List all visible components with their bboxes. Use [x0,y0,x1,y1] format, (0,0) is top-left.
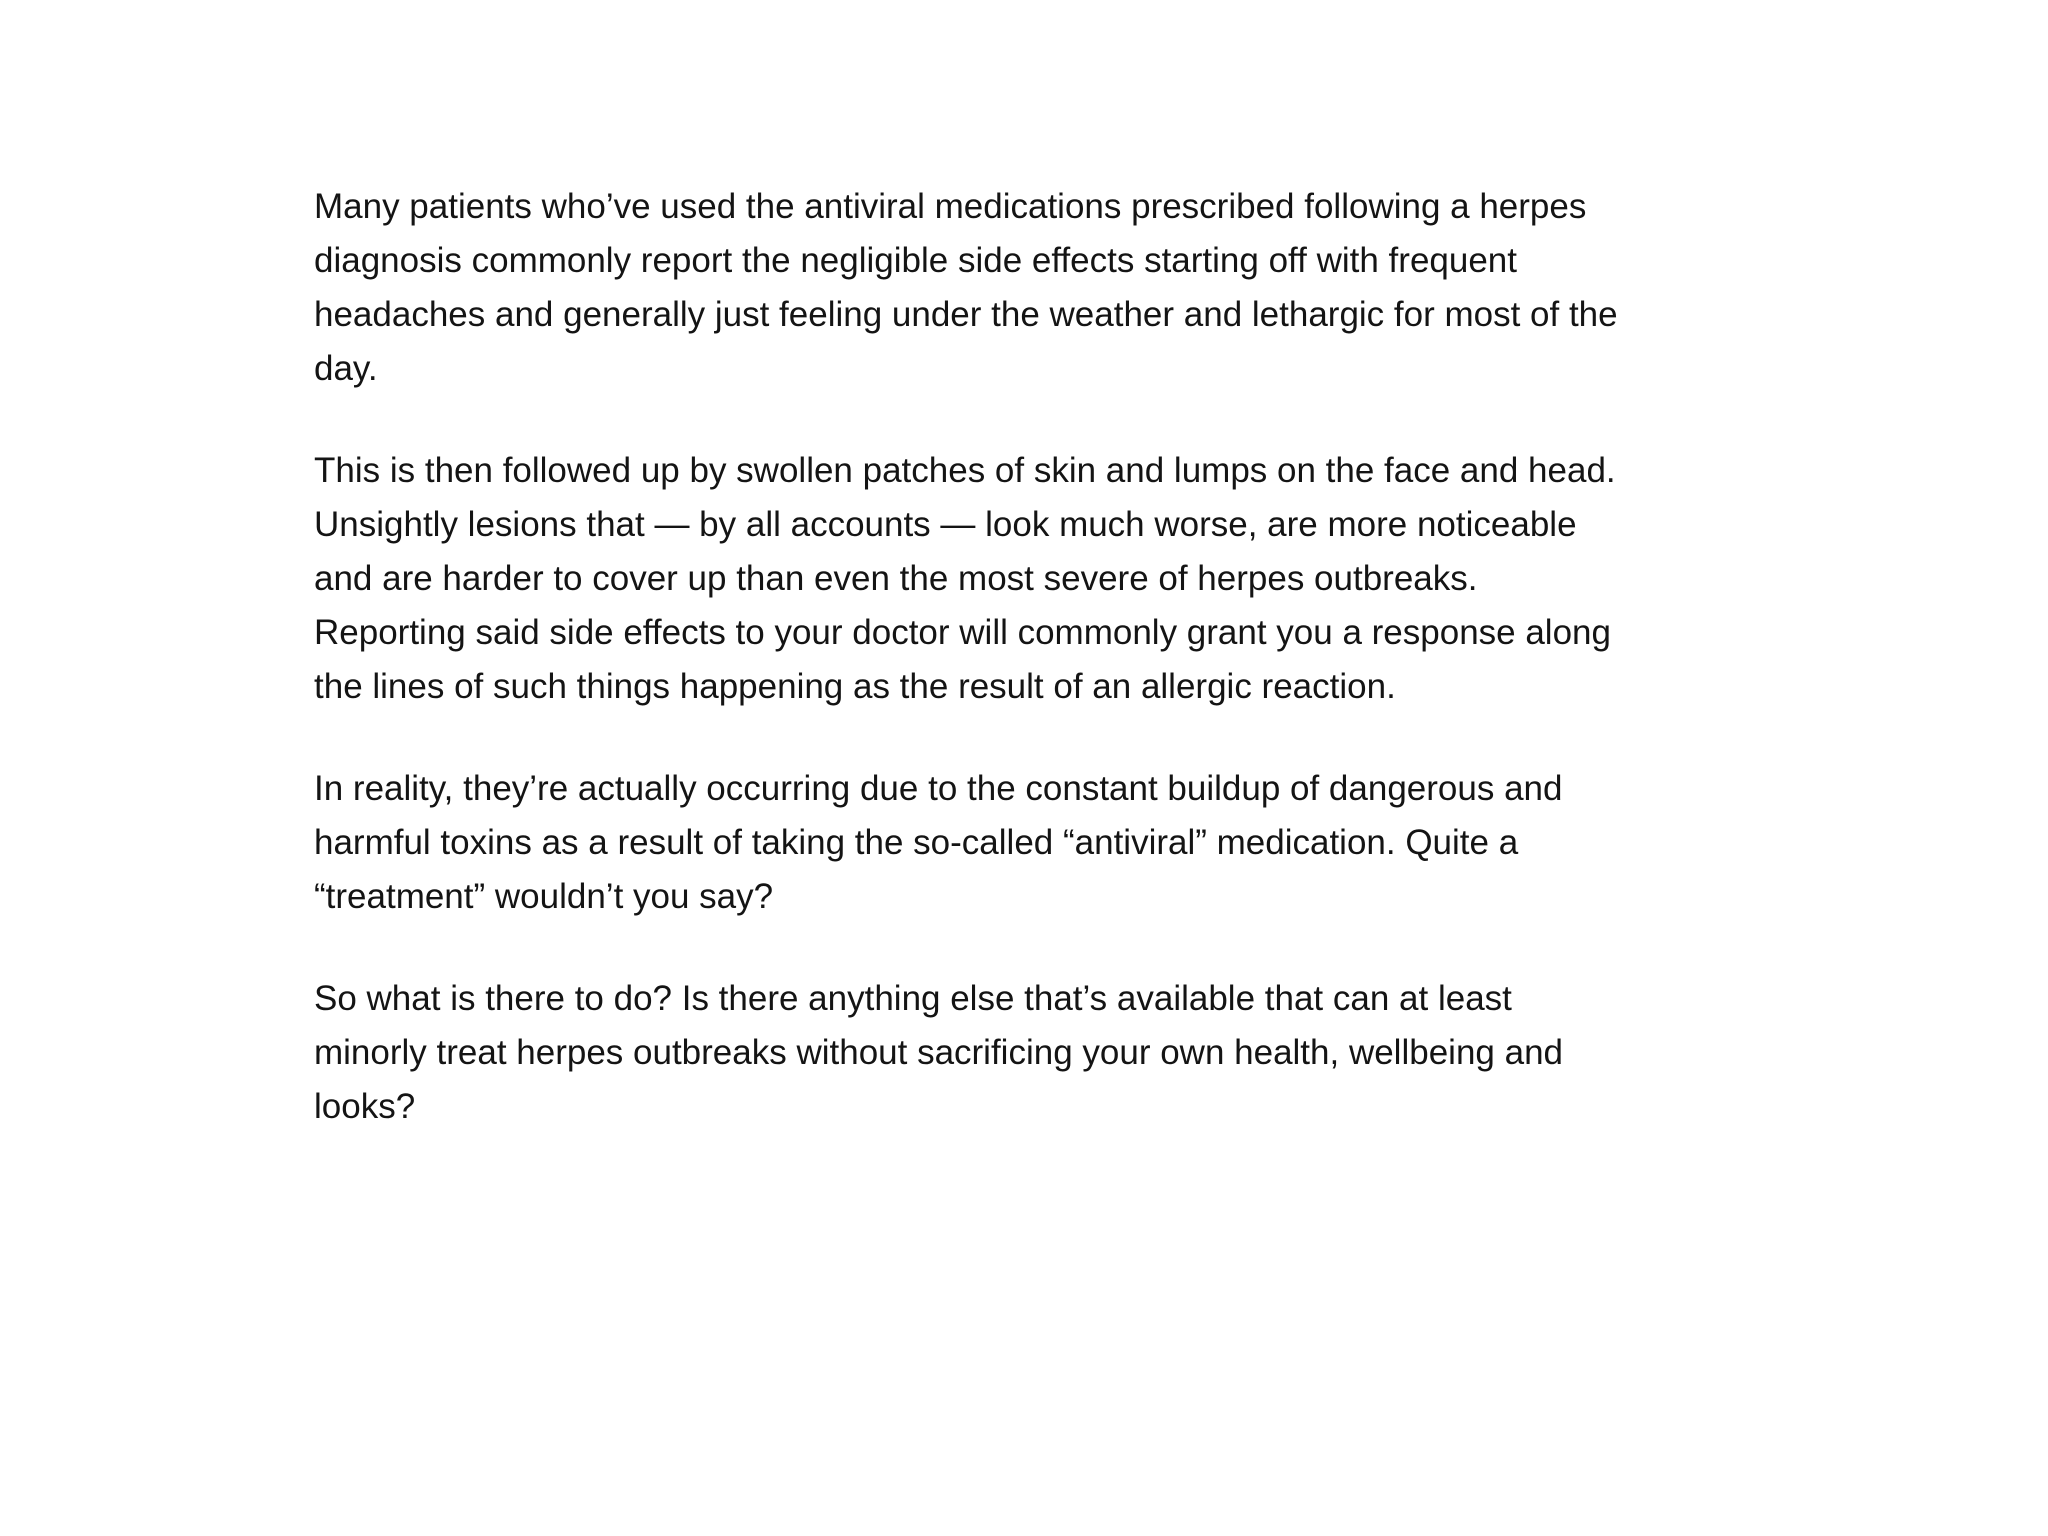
text-line: day. [314,349,378,388]
text-line: and are harder to cover up than even the most severe of herpes outbreaks. [314,559,1478,598]
text-line: Unsightly lesions that — by all accounts — look much worse, are more noticeable [314,505,1577,544]
text-line: Many patients who’ve used the antiviral medications prescribed following a herpes [314,187,1587,226]
document-body [314,180,1784,1182]
text-line: minorly treat herpes outbreaks without sacrificing your own health, wellbeing and [314,1033,1563,1072]
text-line: looks? [314,1087,416,1126]
text-line: In reality, they’re actually occurring due to the constant buildup of dangerous and [314,769,1563,808]
text-line: diagnosis commonly report the negligible side effects starting off with frequent [314,241,1517,280]
text-line: headaches and generally just feeling under the weather and lethargic for most of the [314,295,1618,334]
paragraph-3 [314,762,1784,924]
text-line: This is then followed up by swollen patches of skin and lumps on the face and head. [314,451,1616,490]
paragraph-1 [314,180,1784,396]
paragraph-4 [314,972,1784,1134]
text-line: “treatment” wouldn’t you say? [314,877,774,916]
text-line: harmful toxins as a result of taking the so-called “antiviral” medication. Quite a [314,823,1519,862]
paragraph-2 [314,444,1784,714]
text-line: So what is there to do? Is there anything else that’s available that can at least [314,979,1512,1018]
text-line: the lines of such things happening as the result of an allergic reaction. [314,667,1396,706]
text-line: Reporting said side effects to your doctor will commonly grant you a response along [314,613,1611,652]
